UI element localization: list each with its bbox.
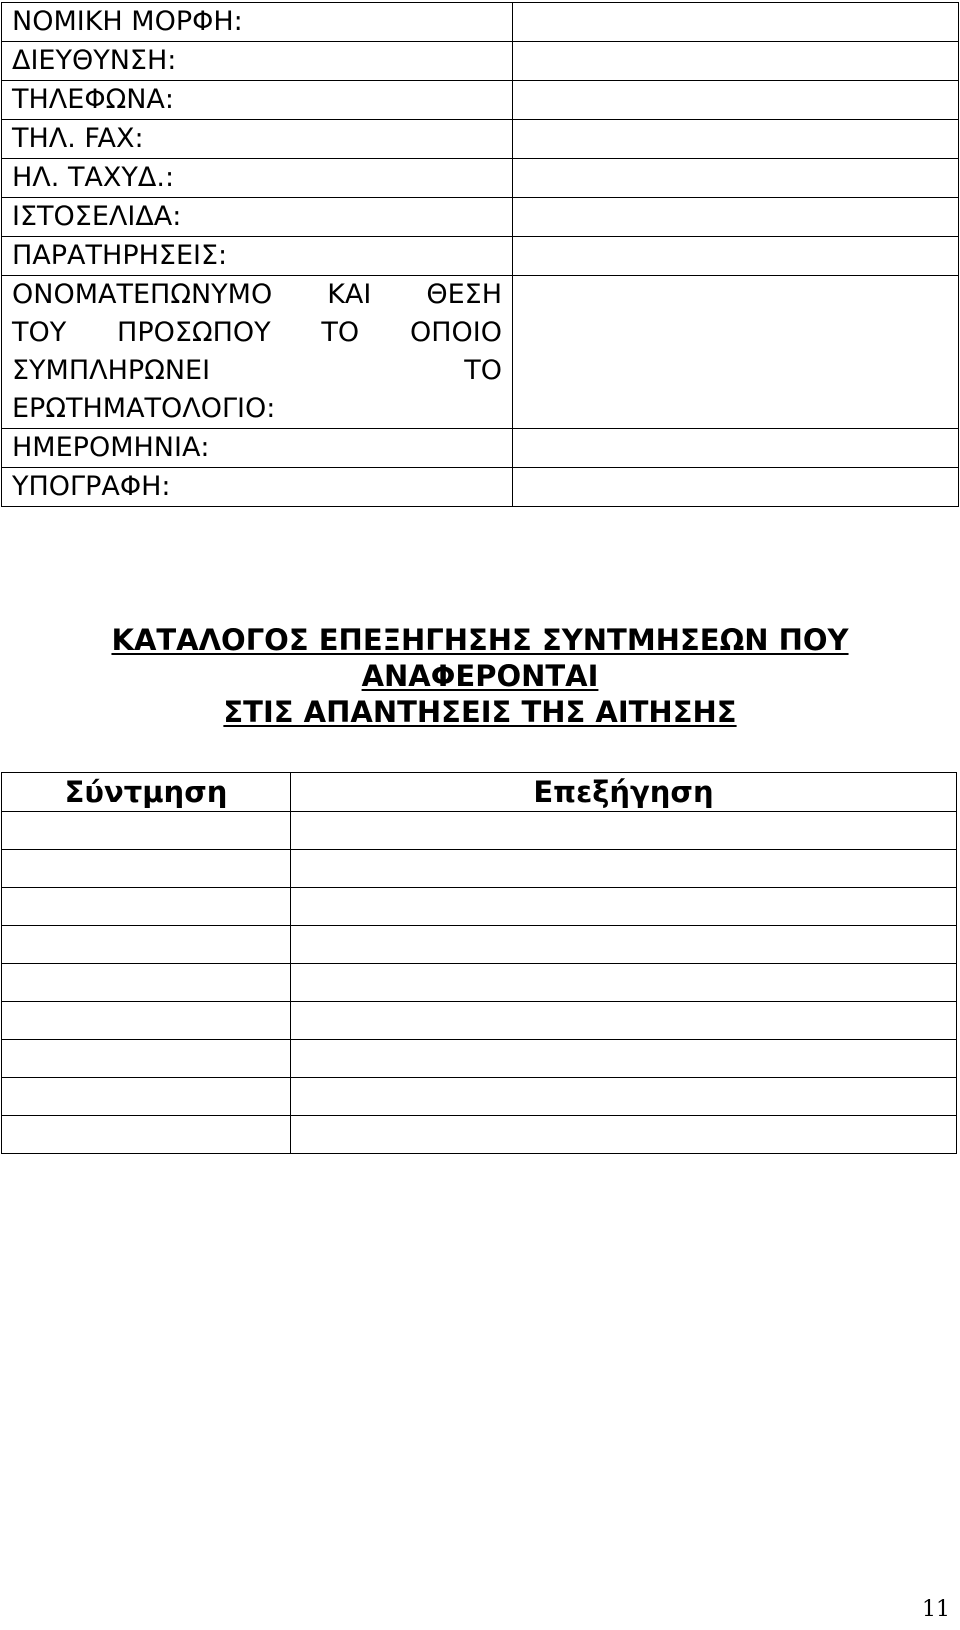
table-row [2,1002,957,1040]
explanation-cell[interactable] [291,812,957,850]
contact-person-label-line: ΣΥΜΠΛΗΡΩΝΕΙ ΤΟ [12,355,502,386]
form-label-email: ΗΛ. ΤΑΧΥΔ.: [2,159,513,198]
contact-person-label-line: ΤΟΥ ΠΡΟΣΩΠΟΥ ΤΟ ΟΠΟΙΟ [12,317,502,348]
table-row [2,888,957,926]
explanation-cell[interactable] [291,964,957,1002]
form-label-contact-person [2,276,513,429]
heading-line: ΑΝΑΦΕΡΟΝΤΑΙ [361,659,599,693]
explanation-cell[interactable] [291,1078,957,1116]
form-row [2,429,959,468]
form-row [2,120,959,159]
form-label-address: ΔΙΕΥΘΥΝΣΗ: [2,42,513,81]
column-header-abbreviation: Σύντμηση [2,773,291,812]
table-row [2,926,957,964]
form-label-fax: ΤΗΛ. FAX: [2,120,513,159]
abbreviation-cell[interactable] [2,812,291,850]
form-label-remarks: ΠΑΡΑΤΗΡΗΣΕΙΣ: [2,237,513,276]
table-row [2,964,957,1002]
form-row [2,81,959,120]
form-label-date: ΗΜΕΡΟΜΗΝΙΑ: [2,429,513,468]
abbreviations-table [1,772,957,1154]
form-value-legal-form[interactable] [513,3,959,42]
abbreviation-cell[interactable] [2,1078,291,1116]
form-value-address[interactable] [513,42,959,81]
table-row [2,1116,957,1154]
explanation-cell[interactable] [291,926,957,964]
abbreviation-cell[interactable] [2,1002,291,1040]
heading-line: ΚΑΤΑΛΟΓΟΣ ΕΠΕΞΗΓΗΣΗΣ ΣΥΝΤΜΗΣΕΩΝ ΠΟΥ [111,623,849,657]
form-value-date[interactable] [513,429,959,468]
contact-person-label-line: ΟΝΟΜΑΤΕΠΩΝΥΜΟ ΚΑΙ ΘΕΣΗ [12,279,502,310]
explanation-cell[interactable] [291,1002,957,1040]
form-label-phones: ΤΗΛΕΦΩΝΑ: [2,81,513,120]
form-row [2,42,959,81]
form-value-email[interactable] [513,159,959,198]
abbreviation-cell[interactable] [2,964,291,1002]
form-value-website[interactable] [513,198,959,237]
contact-person-label-line: ΕΡΩΤΗΜΑΤΟΛΟΓΙΟ: [12,393,276,424]
explanation-cell[interactable] [291,888,957,926]
explanation-cell[interactable] [291,1040,957,1078]
form-value-phones[interactable] [513,81,959,120]
form-value-signature[interactable] [513,468,959,507]
company-info-form [1,2,959,507]
table-row [2,1078,957,1116]
table-row [2,850,957,888]
abbreviation-cell[interactable] [2,1040,291,1078]
form-label-legal-form: ΝΟΜΙΚΗ ΜΟΡΦΗ: [2,3,513,42]
form-value-remarks[interactable] [513,237,959,276]
explanation-cell[interactable] [291,1116,957,1154]
table-row [2,1040,957,1078]
table-row [2,812,957,850]
form-row [2,468,959,507]
form-value-contact-person[interactable] [513,276,959,429]
form-row [2,159,959,198]
abbreviation-cell[interactable] [2,1116,291,1154]
abbreviation-cell[interactable] [2,926,291,964]
heading-line: ΣΤΙΣ ΑΠΑΝΤΗΣΕΙΣ ΤΗΣ ΑΙΤΗΣΗΣ [223,695,737,729]
form-label-signature: ΥΠΟΓΡΑΦΗ: [2,468,513,507]
form-label-website: ΙΣΤΟΣΕΛΙΔΑ: [2,198,513,237]
form-row [2,276,959,429]
column-header-explanation: Επεξήγηση [291,773,957,812]
form-value-fax[interactable] [513,120,959,159]
table-header-row [2,773,957,812]
form-row [2,198,959,237]
abbreviation-cell[interactable] [2,888,291,926]
abbreviation-cell[interactable] [2,850,291,888]
form-row [2,3,959,42]
page-number: 11 [922,1597,950,1622]
form-row [2,237,959,276]
explanation-cell[interactable] [291,850,957,888]
abbreviations-heading [0,622,960,730]
